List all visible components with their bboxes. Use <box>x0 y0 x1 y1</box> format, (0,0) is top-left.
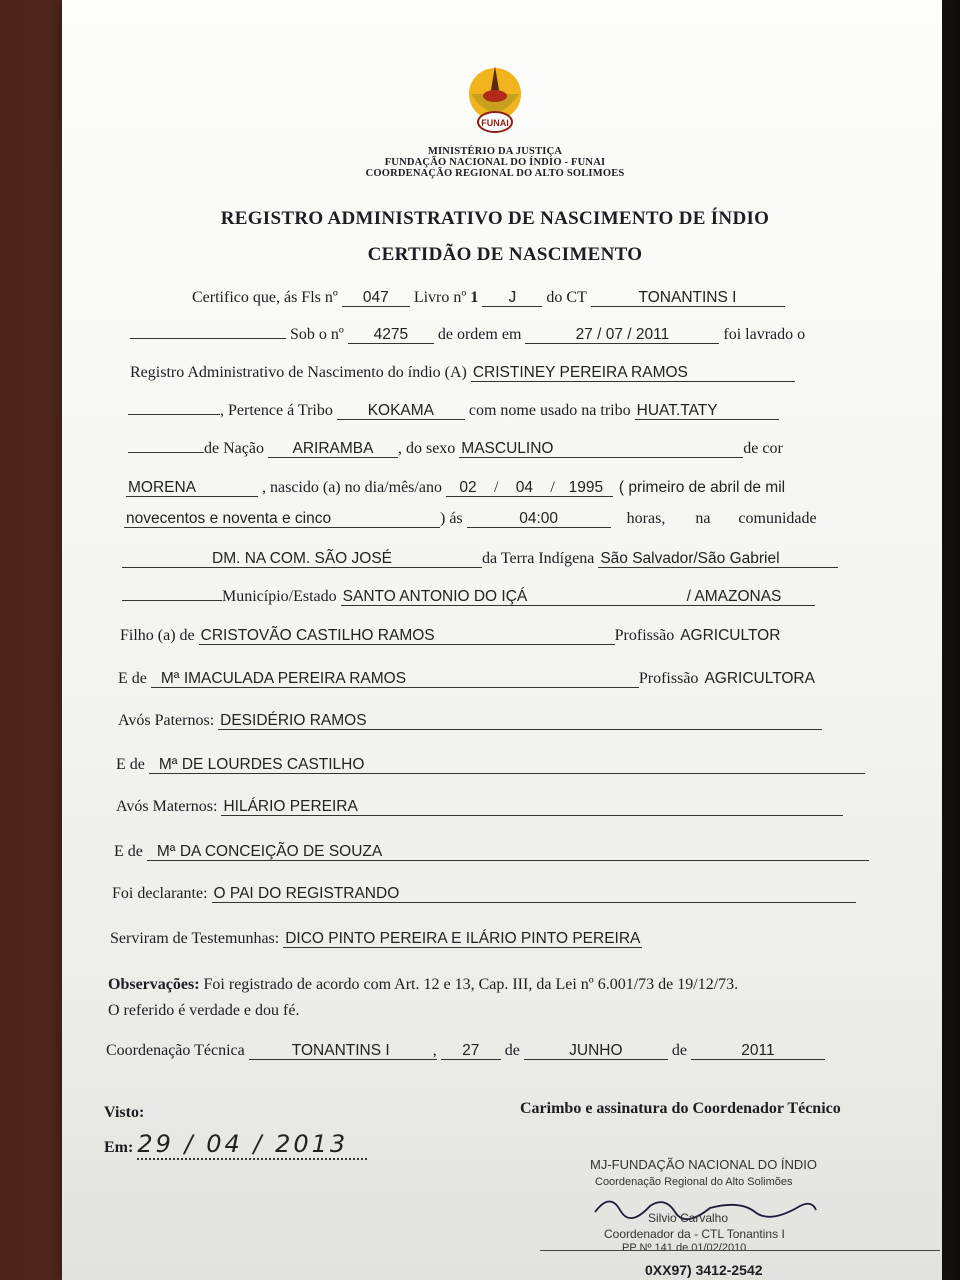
label-na: na <box>695 510 711 527</box>
row-declarante <box>112 885 856 903</box>
field-pai: CRISTOVÃO CASTILHO RAMOS <box>199 628 615 645</box>
verdade-text: O referido é verdade e dou fé. <box>108 1002 300 1019</box>
field-numero: 4275 <box>348 327 434 344</box>
label-declarante: Foi declarante: <box>112 885 208 902</box>
row-sob <box>130 326 805 344</box>
label-as: ) ás <box>440 510 463 527</box>
logo-text: FUNAI <box>481 118 509 128</box>
label-testemunhas: Serviram de Testemunhas: <box>110 930 280 947</box>
label-de-cor: de cor <box>743 440 783 457</box>
label-foi-lavrado: foi lavrado o <box>723 326 806 343</box>
label-e-de-avo-materna: E de <box>114 843 143 860</box>
label-comunidade: comunidade <box>738 510 817 527</box>
label-livro: Livro nº <box>413 289 467 306</box>
label-do-sexo: , do sexo <box>397 440 456 457</box>
ministry-line: MINISTÉRIO DA JUSTIÇA <box>427 146 563 157</box>
footer-phone: 0XX97) 3412-2542 <box>645 1262 763 1278</box>
field-ct: TONANTINS I <box>591 290 785 307</box>
field-estado: / AMAZONAS <box>685 589 815 606</box>
row-avo-materna <box>114 843 869 861</box>
label-profissao-pai: Profissão <box>614 627 675 644</box>
field-coord-ano: 2011 <box>691 1043 825 1060</box>
row-avo-materno <box>116 798 843 816</box>
field-nome-tribo: HUAT.TATY <box>635 403 779 420</box>
row-testemunhas <box>110 930 642 948</box>
field-comunidade: DM. NA COM. SÃO JOSÉ <box>122 551 482 568</box>
field-avo-paterno: DESIDÉRIO RAMOS <box>218 713 822 730</box>
row-nascido: MORENA , nascido (a) no dia/mês/ano 02 / 04 / 1995 ( primeiro de abril de mil <box>128 479 786 496</box>
label-nascido: , nascido (a) no dia/mês/ano <box>262 479 442 496</box>
row-pai <box>120 627 812 645</box>
field-coord-dia: 27 <box>441 1043 501 1060</box>
label-de-ordem: de ordem em <box>437 326 522 343</box>
label-e-de-mae: E de <box>118 670 147 687</box>
field-testemunhas: DICO PINTO PEREIRA E ILÁRIO PINTO PEREIRA <box>285 930 641 947</box>
label-carimbo: Carimbo e assinatura do Coordenador Técnico <box>520 1100 841 1117</box>
label-de-2: de <box>671 1042 687 1059</box>
label-em: Em: <box>104 1139 134 1156</box>
field-prof-mae: AGRICULTORA <box>704 670 815 687</box>
field-cor: MORENA <box>126 480 258 497</box>
row-hora <box>124 510 817 528</box>
row-em <box>104 1130 367 1160</box>
field-extenso-2: novecentos e noventa e cinco <box>124 511 440 528</box>
row-mae <box>118 670 846 688</box>
label-terra: da Terra Indígena <box>482 550 595 567</box>
label-filho: Filho (a) de <box>120 627 195 644</box>
field-municipio: SANTO ANTONIO DO IÇÁ <box>341 589 685 606</box>
document-subtitle: CERTIDÃO DE NASCIMENTO <box>367 244 643 265</box>
stamp-line-4: Coordenador da - CTL Tonantins I <box>604 1227 785 1241</box>
field-data-ordem: 27 / 07 / 2011 <box>525 327 719 344</box>
field-avo-materna: Mª DA CONCEIÇÃO DE SOUZA <box>147 844 869 861</box>
coordination-line: COORDENAÇÃO REGIONAL DO ALTO SOLIMOES <box>365 168 625 179</box>
field-coord-local: TONANTINS I <box>249 1043 433 1060</box>
label-nome-usado: com nome usado na tribo <box>468 402 631 419</box>
observacoes-text: Foi registrado de acordo com Art. 12 e 13, Cap. III, da Lei nº 6.001/73 de 19/12/73. <box>203 976 739 993</box>
row-fls <box>192 289 785 307</box>
field-dia: 02 <box>446 480 490 497</box>
label-de-nacao: de Nação <box>204 440 264 457</box>
field-sexo: MASCULINO <box>459 441 743 458</box>
field-livro-num: 1 <box>470 289 479 306</box>
row-avo-paterna <box>116 756 865 774</box>
label-pertence: , Pertence á Tribo <box>220 402 333 419</box>
label-horas: horas, <box>626 510 666 527</box>
label-municipio: Município/Estado <box>222 588 337 605</box>
row-tribo <box>128 402 779 420</box>
label-certifico: Certifico que, ás Fls nº <box>192 289 338 306</box>
label-profissao-mae: Profissão <box>638 670 699 687</box>
row-observacoes <box>108 976 738 994</box>
field-hora: 04:00 <box>467 511 611 528</box>
label-observacoes: Observações: <box>108 976 200 993</box>
field-livro-letra: J <box>482 290 542 307</box>
label-e-de-avo-paterna: E de <box>116 756 145 773</box>
label-registro: Registro Administrativo de Nascimento do índio (A) <box>130 364 467 381</box>
field-mes: 04 <box>502 480 546 497</box>
field-tribo: KOKAMA <box>337 403 465 420</box>
row-municipio <box>122 588 815 606</box>
footer-divider <box>540 1250 940 1251</box>
funai-logo <box>455 60 535 140</box>
field-nome: CRISTINEY PEREIRA RAMOS <box>471 365 795 382</box>
field-terra: São Salvador/São Gabriel <box>598 551 838 568</box>
field-avo-paterna: Mª DE LOURDES CASTILHO <box>149 757 865 774</box>
field-nacao: ARIRAMBA <box>268 441 398 458</box>
label-coordenacao: Coordenação Técnica <box>106 1042 245 1059</box>
field-extenso-1: ( primeiro de abril de mil <box>618 479 786 496</box>
field-mae: Mª IMACULADA PEREIRA RAMOS <box>151 671 639 688</box>
label-visto: Visto: <box>104 1104 145 1121</box>
label-de-1: de <box>504 1042 520 1059</box>
label-sob: Sob o nº <box>290 326 344 343</box>
label-avos-paternos: Avós Paternos: <box>118 712 215 729</box>
label-avos-maternos: Avós Maternos: <box>116 798 218 815</box>
row-comunidade <box>122 550 838 568</box>
row-nacao <box>128 440 783 458</box>
stamp-line-2: Coordenação Regional do Alto Solimões <box>595 1176 793 1188</box>
field-fls: 047 <box>342 290 410 307</box>
label-do-ct: do CT <box>546 289 587 306</box>
field-prof-pai: AGRICULTOR <box>680 627 781 644</box>
field-avo-materno: HILÁRIO PEREIRA <box>221 799 843 816</box>
field-ano: 1995 <box>559 480 613 497</box>
stamp-line-1: MJ-FUNDAÇÃO NACIONAL DO ÍNDIO <box>590 1157 818 1172</box>
row-coordenacao: Coordenação Técnica TONANTINS I , 27 de JUNHO de 2011 <box>106 1042 825 1060</box>
document-title: REGISTRO ADMINISTRATIVO DE NASCIMENTO DE ÍNDIO <box>220 208 770 229</box>
row-avo-paterno <box>118 712 822 730</box>
row-registro <box>130 364 795 382</box>
foundation-line: FUNDAÇÃO NACIONAL DO ÍNDIO - FUNAI <box>384 157 606 168</box>
field-coord-mes: JUNHO <box>524 1043 668 1060</box>
stamp-line-5: PP Nº 141 de 01/02/2010 <box>622 1242 747 1254</box>
field-visto-data: 29 / 04 / 2013 <box>137 1130 367 1160</box>
field-declarante: O PAI DO REGISTRANDO <box>212 886 856 903</box>
stamp-line-3: Silvio Carvalho <box>648 1211 729 1225</box>
